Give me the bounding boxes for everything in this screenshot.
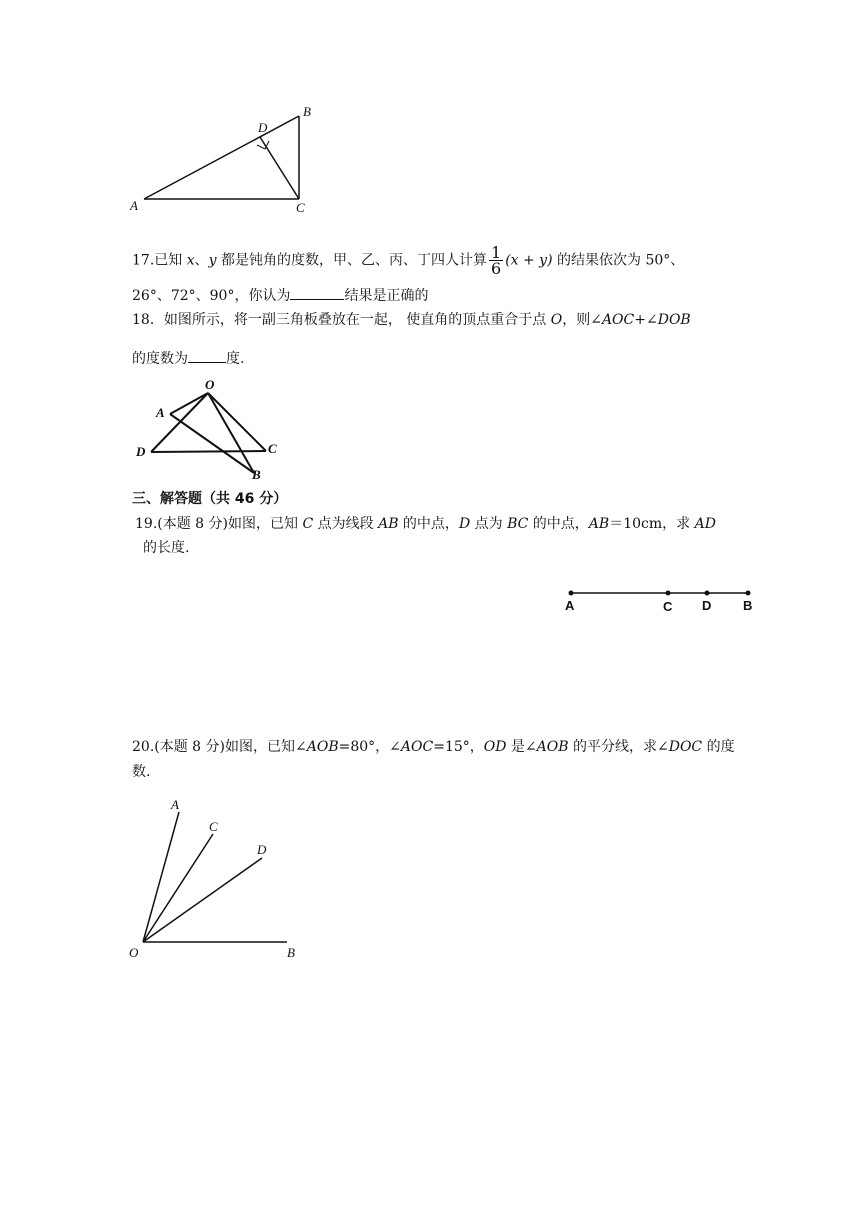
- point-label-a: A: [156, 405, 165, 420]
- q19-var: AB: [378, 516, 399, 532]
- q18-text: 的度数为: [132, 351, 188, 367]
- question-20-line2: 数.: [132, 764, 151, 780]
- q20-var: AOC: [400, 739, 434, 755]
- q17-var-y: y: [208, 252, 217, 269]
- point-label-o: O: [205, 377, 215, 392]
- q19-var: C: [302, 516, 314, 532]
- segment-figure: [560, 585, 760, 619]
- q17-text: 26°、72°、90°，你认为: [132, 288, 291, 304]
- point-label-d: D: [258, 120, 268, 135]
- q20-text: 的平分线，求∠: [568, 739, 669, 755]
- angle-figure: [125, 795, 305, 965]
- q20-text: =80°，∠: [338, 739, 401, 755]
- q20-var: AOB: [306, 739, 339, 755]
- q19-var: D: [458, 516, 471, 532]
- question-18-line2: [132, 347, 244, 369]
- answer-blank[interactable]: [188, 347, 226, 363]
- point-label-b: B: [252, 467, 261, 482]
- q20-var: AOB: [536, 739, 569, 755]
- q18-text: +∠: [634, 312, 658, 328]
- point-label-c: C: [296, 200, 305, 215]
- q19-text: 的中点，: [528, 516, 589, 532]
- point-label-a: A: [130, 198, 138, 213]
- point-label-a: A: [171, 797, 179, 812]
- q17-text: 17.已知: [132, 252, 187, 269]
- q17-text: 都是钝角的度数，甲、乙、丙、丁四人计算: [216, 252, 487, 269]
- point-label-b: B: [287, 945, 295, 960]
- answer-blank[interactable]: [290, 284, 344, 300]
- segment-diagram: [560, 585, 760, 601]
- question-18-line1: [132, 310, 691, 330]
- point-label-d: D: [257, 842, 267, 857]
- q17-sep: 、: [194, 252, 209, 269]
- triangle-figure: [120, 100, 320, 220]
- q19-text: 点为线段: [313, 516, 379, 532]
- q19-text: 19.(本题 8 分)如图，已知: [135, 516, 303, 532]
- question-19-line1: [135, 514, 716, 534]
- point-label-b: B: [303, 104, 311, 119]
- q19-var: BC: [507, 516, 529, 532]
- fraction-one-sixth: [489, 245, 503, 276]
- q17-expression: (x + y): [505, 252, 553, 269]
- question-17-line2: [132, 284, 428, 306]
- q20-var: OD: [483, 739, 507, 755]
- q20-text: 的度: [702, 739, 735, 755]
- q20-text: =15°，: [433, 739, 484, 755]
- q17-text: 结果是正确的: [344, 288, 429, 304]
- q18-angle-dob: DOB: [657, 312, 691, 328]
- q18-angle-aoc: AOC: [601, 312, 635, 328]
- triangle-abc-diagram: [120, 100, 320, 220]
- set-squares-figure: [130, 375, 290, 490]
- point-label-a: A: [565, 598, 575, 613]
- question-20-line1: [132, 737, 735, 757]
- fraction-numerator: 1: [491, 243, 502, 262]
- point-label-d: D: [702, 598, 712, 613]
- q18-text: 18．如图所示，将一副三角板叠放在一起， 使直角的顶点重合于点: [132, 312, 551, 328]
- q18-point-o: O: [550, 312, 563, 328]
- q18-text: 度.: [226, 351, 245, 367]
- q19-text: 点为: [470, 516, 508, 532]
- point-label-o: O: [129, 945, 139, 960]
- q18-text: ，则∠: [562, 312, 602, 328]
- point-label-c: C: [209, 819, 218, 834]
- q17-text: 的结果依次为 50°、: [557, 252, 685, 269]
- q20-text: 是∠: [506, 739, 537, 755]
- question-19-line2: 的长度.: [143, 540, 190, 556]
- question-17-line1: [132, 245, 684, 276]
- q17-var-x: x: [186, 252, 195, 269]
- point-label-d: D: [136, 444, 146, 459]
- q19-var: AD: [694, 516, 716, 532]
- q19-text: 的中点，: [398, 516, 459, 532]
- point-label-b: B: [743, 598, 753, 613]
- section-title: 三、解答题（共 46 分）: [132, 491, 288, 507]
- point-label-c: C: [663, 599, 673, 614]
- point-label-c: C: [268, 441, 277, 456]
- q19-text: ＝10cm，求: [609, 516, 695, 532]
- q20-var: DOC: [668, 739, 703, 755]
- q20-text: 20.(本题 8 分)如图，已知∠: [132, 739, 307, 755]
- q19-var: AB: [588, 516, 610, 532]
- fraction-denominator: 6: [491, 259, 502, 278]
